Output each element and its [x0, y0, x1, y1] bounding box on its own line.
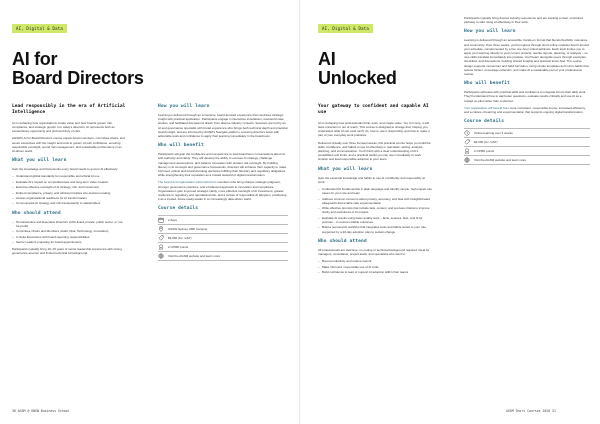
learn-intro: Gain the knowledge and frameworks every board needs to govern AI effectively:: [12, 167, 119, 172]
course-detail-row[interactable]: [464, 156, 590, 165]
section-heading-course: Course details: [464, 119, 505, 125]
certificate-icon: [158, 244, 164, 250]
intro-paragraph: AI is reshaping how organisations create value and how boards govern risk, compliance, and strategic growth. For today's directors, AI represents both an extraordinary opportunity and profound duty of care.: [12, 120, 115, 134]
right-column-2: [464, 16, 590, 165]
org-benefit-text: more consistent, responsible AI use, increased efficiency, and a culture of learning and experimentation that supports ongoing digital transformation.: [464, 105, 586, 115]
list-item: – Understand global standards for responsible and ethical AI use: [12, 174, 126, 178]
course-details-list: [158, 215, 288, 261]
course-detail-row: [158, 243, 288, 252]
title-line-2: Board Directors: [12, 68, 144, 88]
course-detail-text: 2 CPMD points: [168, 245, 189, 250]
course-detail-row: [158, 225, 288, 234]
attend-note: Participants typically bring 10–15 years of senior leadership experience with strong governance acumen and limited technical AI background.: [12, 247, 122, 256]
location-pin-icon: [158, 226, 164, 232]
page-title: [12, 50, 144, 88]
list-item: – Exercise effective oversight of AI strategy, risk, and investment: [12, 185, 126, 189]
course-detail-row: [464, 138, 590, 147]
list-item: – C-Suite Executives with board-reporting responsibilities: [12, 235, 126, 239]
section-heading-how: How you will learn: [158, 104, 210, 109]
calendar-icon: [158, 217, 164, 223]
intro-paragraph: AI is reshaping how professionals think, work, and create value. Yet, for many, it still feels uncertain or out of reach. This course is designed to change that, helping you understand what AI can (and can't) do, how to use it responsibly, and how to make it part of your everyday work practices.: [318, 120, 430, 138]
attend-list: [318, 259, 432, 274]
how-paragraph: Learning is delivered through an immersive, board-focused experience that combines strategic insight with practical application. Participants engage in interactive simulations, real-world case studies, and facilitated discussions drawn from diverse industry contexts. Sessions are led by an AI and governance specialist with broad experience who brings both technical depth and practical board insight, and are informed by AGSM's Navigate platform, ensuring directors leave with actionable tools and confidence to apply their learning immediately in the boardroom.: [158, 113, 288, 139]
list-item: – Embed compliance, privacy, and ethical principles into decision-making: [12, 191, 126, 195]
course-detail-text: $2,000 (inc. GST): [474, 140, 498, 145]
lead-heading: Your gateway to confident and capable AI use: [318, 104, 429, 116]
section-heading-benefit: Who will benefit: [464, 81, 510, 87]
list-item: – Senior Leaders preparing for board appointments: [12, 240, 126, 244]
section-heading-course: Course details: [158, 206, 199, 212]
list-item: – Committee Chairs and Members (Audit, Risk, Technology, Innovation): [12, 229, 126, 233]
left-column-1: [12, 104, 126, 259]
course-detail-row: [158, 234, 288, 243]
course-detail-row: [464, 147, 590, 156]
course-detail-text: Online learning over 3 weeks: [474, 131, 513, 136]
list-item: – Make informed, responsible use of AI tools: [318, 265, 432, 269]
list-item: – Understand AI fundamentals in plain language and identify simple, high-impact use cases for your role and team: [318, 187, 432, 195]
section-heading-benefit: Who will benefit: [158, 143, 204, 149]
course-website-link[interactable]: Visit the AGSM website and learn more: [168, 254, 221, 259]
learn-list: [318, 187, 432, 234]
list-item: – Assess organisational readiness for AI transformation: [12, 196, 126, 200]
list-item: – Build confidence to lead or support AI adoption within their teams: [318, 270, 432, 274]
list-item: – Write effective prompts that include task, context, and success criteria to improve clarity and usefulness of AI outputs: [318, 206, 432, 214]
course-detail-text: $3,950 (inc. GST): [168, 236, 192, 241]
page-footer: AGSM Short Courses 2026 31: [506, 409, 556, 413]
list-item: – Non-Executive and Executive Directors (ASX-listed, private, public sector, or not-for-profit): [12, 220, 126, 228]
how-paragraph: Learning is delivered through an accessible, hands-on format that blends flexibility, relevance, and community. Over three weeks, you'll progress through short online modules that fit around your schedule, complemented by a live one-hour virtual webinars. Each topic invites you to apply your learning directly to your current projects: rewrite reports, planning, or analysis – so new skills translate immediately into practice. You'll learn alongside peers through examples, checklists, and discussions, building shared insights and practical know-how. The course design supports momentum and habit formation, using simple templates and micro-habits that reduce friction, encourage reflection, and make AI a sustainable part of your professional routine.: [464, 38, 589, 77]
benefit-paragraph: Participants will leave with practical skills and confidence to integrate AI into their daily work. They'll understand how to ask better questions, evaluate results critically and use AI as a trusted co-pilot rather than a shortcut.: [464, 90, 587, 103]
list-item: – Address common concerns about privacy, accuracy, and bias with straightforward safeguards that enable safe experimentation: [318, 197, 432, 205]
title-line-1: AI: [318, 49, 336, 69]
list-item: – Boost productivity and reduce rework: [318, 259, 432, 263]
course-detail-row[interactable]: [158, 252, 288, 261]
globe-icon: [464, 157, 470, 163]
section-heading-attend: Who should attend: [12, 210, 61, 216]
org-benefit-lead: Your organisation will benefit from: [464, 105, 509, 110]
course-detail-text: UNSW Sydney CBD Campus: [168, 227, 208, 232]
section-heading-how: How you will learn: [464, 29, 516, 35]
category-tag: AI, Digital & Data: [318, 24, 373, 33]
left-column-2: [158, 104, 288, 261]
learn-list: [12, 174, 126, 205]
page-footer: 30 AGSM @ UNSW Business School: [12, 409, 70, 413]
course-detail-row: [464, 129, 590, 138]
list-item: – Build a personal AI workflow that integrates tools and habits suited to your role, supported by a 30-day adoption plan to sustain change: [318, 225, 432, 233]
clock-icon: [464, 130, 470, 136]
attend-list: [12, 220, 126, 245]
org-benefit-paragraph: [464, 106, 590, 114]
org-benefit-text: members who bring sharper strategic judgment, stronger governance practices, and a balanced approach to innovation and compliance. Organisations gain improved strategic clarity, more effective oversight of AI investment, greater resilience to regulatory and reputational risk, and a culture of responsible AI adoption, positioning it as a trusted, future-ready leader in an increasingly data-driven world.: [158, 180, 287, 202]
title-line-2: Unlocked: [318, 68, 397, 88]
price-tag-icon: [158, 235, 164, 241]
globe-icon: [158, 253, 164, 259]
course-detail-text: 2 CPMD points: [474, 149, 495, 154]
course-detail-row: [158, 216, 288, 225]
right-column-1: [318, 104, 432, 277]
org-benefit-lead: The board and organisation will benefit from: [158, 180, 217, 185]
list-item: – Communicate AI strategy and risk transparently to stakeholders: [12, 201, 126, 205]
course-website-link[interactable]: Visit the AGSM website and learn more: [474, 158, 527, 163]
section-heading-attend: Who should attend: [318, 238, 367, 244]
section-heading-learn: What you will learn: [12, 158, 67, 164]
category-tag: AI, Digital & Data: [12, 24, 67, 33]
page-title: [318, 50, 397, 88]
attend-intro: All professionals are welcome; no coding or technical background required. Ideal for managers, consultants, project leads, and specialists who want to:: [318, 247, 430, 257]
title-line-1: AI for: [12, 49, 58, 69]
list-item: – Evaluate AI results using basic quality tests – facts, sources, bias, and fit for purpose – to ensure reliable outcomes: [318, 216, 432, 224]
benefit-paragraph: Participants will gain the confidence and competence to lead boardroom conversations about AI with authority and clarity. They will develop the ability to oversee AI strategy, challenge management assumptions, and balance innovation with prudent risk oversight. By building fluency in AI concepts and governance frameworks, directors will enhance their capacity to make informed, ethical and forward-looking decisions fulfilling their fiduciary and regulatory obligations while strengthening their reputation as a trusted steward of digital transformation.: [158, 152, 287, 178]
intro-paragraph: Delivered virtually over three focused weeks, this practical course helps you build the skills, confidence, and habits to use AI effectively in real tasks: writing, analysis, planning, and communication. You'll finish with a clear understanding of AI's possibilities and limits, and a practical toolkit you can use immediately to work smarter and lead responsible adoption in your team.: [318, 140, 431, 162]
org-benefit-paragraph: [158, 180, 288, 201]
section-heading-learn: What you will learn: [318, 166, 373, 172]
intro-paragraph: AGSM's AI for Board Directors course equips board members, committee chairs, and senior executives with the insight and tools to govern AI with confidence, ensuring responsible oversight, sound risk management, and sustainable performance in an AI-driven world.: [12, 136, 125, 154]
course-details-list: [464, 128, 590, 165]
lead-heading: Lead responsibly in the era of Artificial Intelligence: [12, 104, 126, 116]
participants-intro: Participants typically bring diverse industry experience and are seeking a clear, structured pathway to start using AI effectively in their work.: [464, 16, 583, 25]
certificate-icon: [464, 148, 470, 154]
list-item: – Evaluate AI's impact on competitiveness and long-term value creation: [12, 180, 126, 184]
course-detail-text: 2 days: [168, 218, 177, 223]
learn-intro: Gain the essential knowledge and habits to use AI confidently and responsibly at work:: [318, 175, 425, 184]
price-tag-icon: [464, 139, 470, 145]
